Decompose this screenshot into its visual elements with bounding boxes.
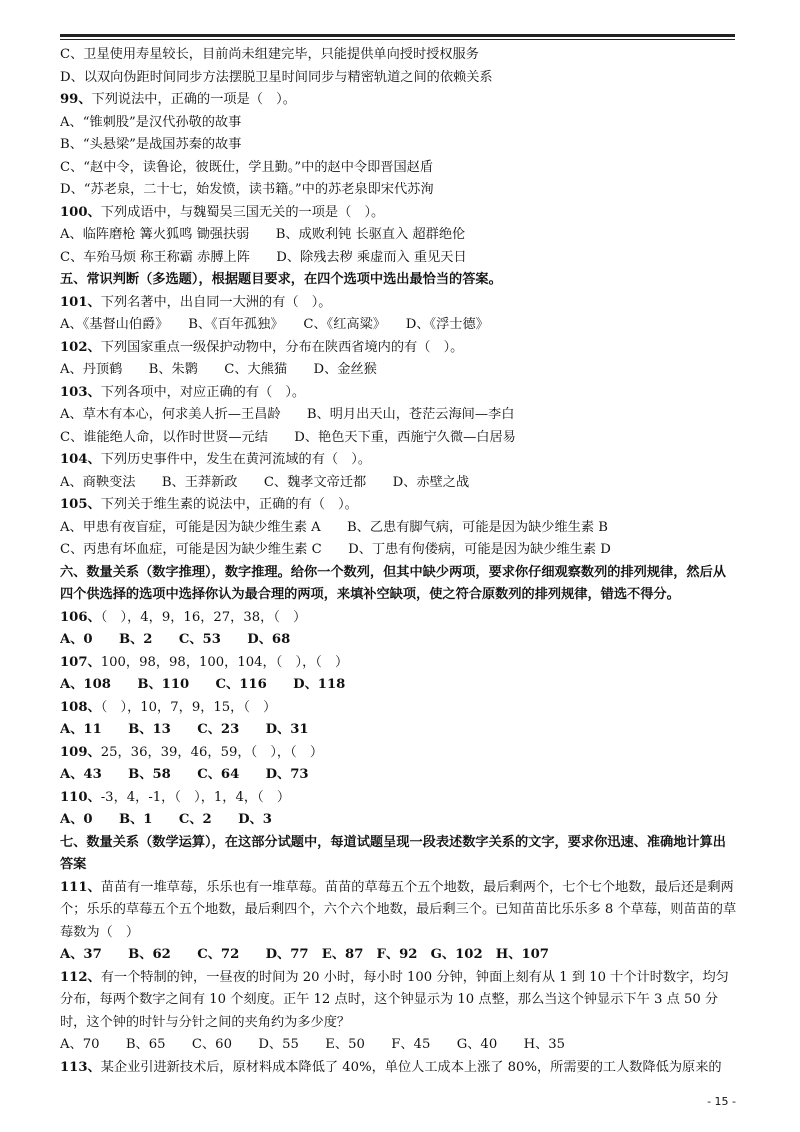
question-number: 107、 xyxy=(60,654,101,670)
question xyxy=(60,877,738,945)
question-text: -3，4，-1，（ ），1，4，（ ） xyxy=(100,789,291,805)
text-line: C、车殆马烦 称王称霸 赤膊上阵 D、除残去秽 乘虚而入 重见天日 xyxy=(60,249,467,265)
question xyxy=(60,967,738,1035)
section-heading: 六、数量关系（数字推理），数字推理。给你一个数列，但其中缺少两项，要求你仔细观察数列的排列规律，然后从四个供选择的选项中选择你认为最合理的两项，来填补空缺项，使之符合原数列的排列规律，错选不得分。 xyxy=(60,564,726,602)
question xyxy=(60,89,738,112)
text-line: D、“苏老泉，二十七，始发愤，读书籍。”中的苏老泉即宋代苏洵 xyxy=(60,182,434,197)
question-number: 105、 xyxy=(60,497,101,512)
question-number: 112、 xyxy=(60,969,101,985)
question-number: 102、 xyxy=(60,339,101,355)
answer-options: A、43 B、58 C、64 D、73 xyxy=(60,767,309,782)
question-text: 下列国家重点一级保护动物中，分布在陕西省境内的有（ ）。 xyxy=(100,339,464,355)
section-heading: 五、常识判断（多选题），根据题目要求，在四个选项中选出最恰当的答案。 xyxy=(60,272,502,287)
question-number: 106、 xyxy=(60,609,101,625)
question xyxy=(60,742,738,765)
text-line: A、商鞅变法 B、王莽新政 C、魏孝文帝迁都 D、赤壁之战 xyxy=(60,474,470,490)
question-text: 25，36，39，46，59，（ ），（ ） xyxy=(100,744,324,760)
question-text: 下列历史事件中，发生在黄河流域的有（ ）。 xyxy=(100,452,372,467)
question-text: 下列成语中，与魏蜀吴三国无关的一项是（ ）。 xyxy=(100,204,385,220)
section-heading: 七、数量关系（数学运算），在这部分试题中，每道试题呈现一段表述数字关系的文字，要求你迅速、准确地计算出答案 xyxy=(60,834,726,872)
question xyxy=(60,382,738,405)
question-text: 苗苗有一堆草莓，乐乐也有一堆草莓。苗苗的草莓五个五个地数，最后剩两个，七个七个地数，最后还是剩两个；乐乐的草莓五个五个地数，最后剩四个，六个六个地数，最后剩三个。已知苗苗比乐乐多 8 个草莓，则苗苗的草莓数为（ ） xyxy=(60,879,737,940)
question-number: 111、 xyxy=(60,879,101,895)
question-number: 101、 xyxy=(60,294,101,310)
question-text: 有一个特制的钟，一昼夜的时间为 20 小时，每小时 100 分钟，钟面上刻有从 1 到 10 十个计时数字，均匀分布，每两个数字之间有 10 个刻度。正午 12 点时，这个钟显示为 10 点整，那么当这个钟显示下午 3 点 50 分时，这个钟的时针与分针之间的夹角约为多少度？ xyxy=(60,969,729,1030)
question xyxy=(60,1057,738,1080)
question-number: 113、 xyxy=(60,1059,101,1075)
question-number: 99、 xyxy=(60,92,92,107)
question xyxy=(60,494,738,517)
question xyxy=(60,697,738,720)
question-number: 100、 xyxy=(60,204,101,220)
text-line: C、卫星使用寿星较长，目前尚未组建完毕，只能提供单向授时授权服务 xyxy=(60,47,479,62)
text-line: D、以双向伪距时间同步方法摆脱卫星时间同步与精密轨道之间的依赖关系 xyxy=(60,69,493,85)
question-number: 110、 xyxy=(60,789,101,805)
question-text: 某企业引进新技术后，原材料成本降低了 40%，单位人工成本上涨了 80%，所需要的工人数降低为原来的 xyxy=(100,1059,722,1075)
header-rule-thin xyxy=(60,39,735,40)
page-number: - 15 - xyxy=(707,1095,736,1108)
question-text: 100，98，98，100，104，（ ），（ ） xyxy=(100,654,349,670)
text-line: A、《基督山伯爵》 B、《百年孤独》 C、《红高粱》 D、《浮士德》 xyxy=(60,317,489,332)
text-line: A、临阵磨枪 篝火狐鸣 锄强扶弱 B、成败利钝 长驱直入 超群绝伦 xyxy=(60,227,466,242)
question xyxy=(60,292,738,315)
question-text: （ ），4，9，16，27，38，（ ） xyxy=(100,609,307,625)
header-rule-thick xyxy=(60,34,735,37)
question xyxy=(60,202,738,225)
question-number: 104、 xyxy=(60,452,101,467)
question xyxy=(60,787,738,810)
text-line: C、“赵中令，读鲁论，彼既仕，学且勤。”中的赵中令即晋国赵盾 xyxy=(60,159,434,175)
question xyxy=(60,449,738,472)
question-text: （ ），10，7，9，15，（ ） xyxy=(100,699,277,715)
question-text: 下列说法中，正确的一项是（ ）。 xyxy=(91,92,296,107)
question-number: 103、 xyxy=(60,384,101,400)
text-line: C、谁能绝人命，以作时世贤—元结 D、艳色天下重，西施宁久微—白居易 xyxy=(60,429,516,445)
text-line: A、甲患有夜盲症，可能是因为缺少维生素 A B、乙患有脚气病，可能是因为缺少维生素 B xyxy=(60,519,608,535)
question-text: 下列名著中，出自同一大洲的有（ ）。 xyxy=(100,294,332,310)
question xyxy=(60,337,738,360)
answer-options: A、0 B、2 C、53 D、68 xyxy=(60,632,291,647)
text-line: B、“头悬梁”是战国苏秦的故事 xyxy=(60,137,242,152)
answer-options: A、108 B、110 C、116 D、118 xyxy=(60,677,346,692)
question-number: 109、 xyxy=(60,744,101,760)
question xyxy=(60,652,738,675)
answer-options: A、0 B、1 C、2 D、3 xyxy=(60,812,272,827)
question xyxy=(60,607,738,630)
answer-options: A、37 B、62 C、72 D、77 E、87 F、92 G、102 H、107 xyxy=(60,947,549,962)
text-line: C、丙患有坏血症，可能是因为缺少维生素 C D、丁患有佝偻病，可能是因为缺少维生素 D xyxy=(60,542,611,557)
text-line: A、丹顶鹤 B、朱鹮 C、大熊猫 D、金丝猴 xyxy=(60,362,377,377)
question-text: 下列关于维生素的说法中，正确的有（ ）。 xyxy=(100,497,358,512)
question-number: 108、 xyxy=(60,699,101,715)
question-text: 下列各项中，对应正确的有（ ）。 xyxy=(100,384,306,400)
text-line: A、“锥刺股”是汉代孙敬的故事 xyxy=(60,114,242,130)
text-line: A、草木有本心，何求美人折—王昌龄 B、明月出天山，苍茫云海间—李白 xyxy=(60,407,515,422)
answer-options: A、11 B、13 C、23 D、31 xyxy=(60,722,309,737)
document-body xyxy=(60,44,738,1079)
text-line: A、70 B、65 C、60 D、55 E、50 F、45 G、40 H、35 xyxy=(60,1037,566,1052)
